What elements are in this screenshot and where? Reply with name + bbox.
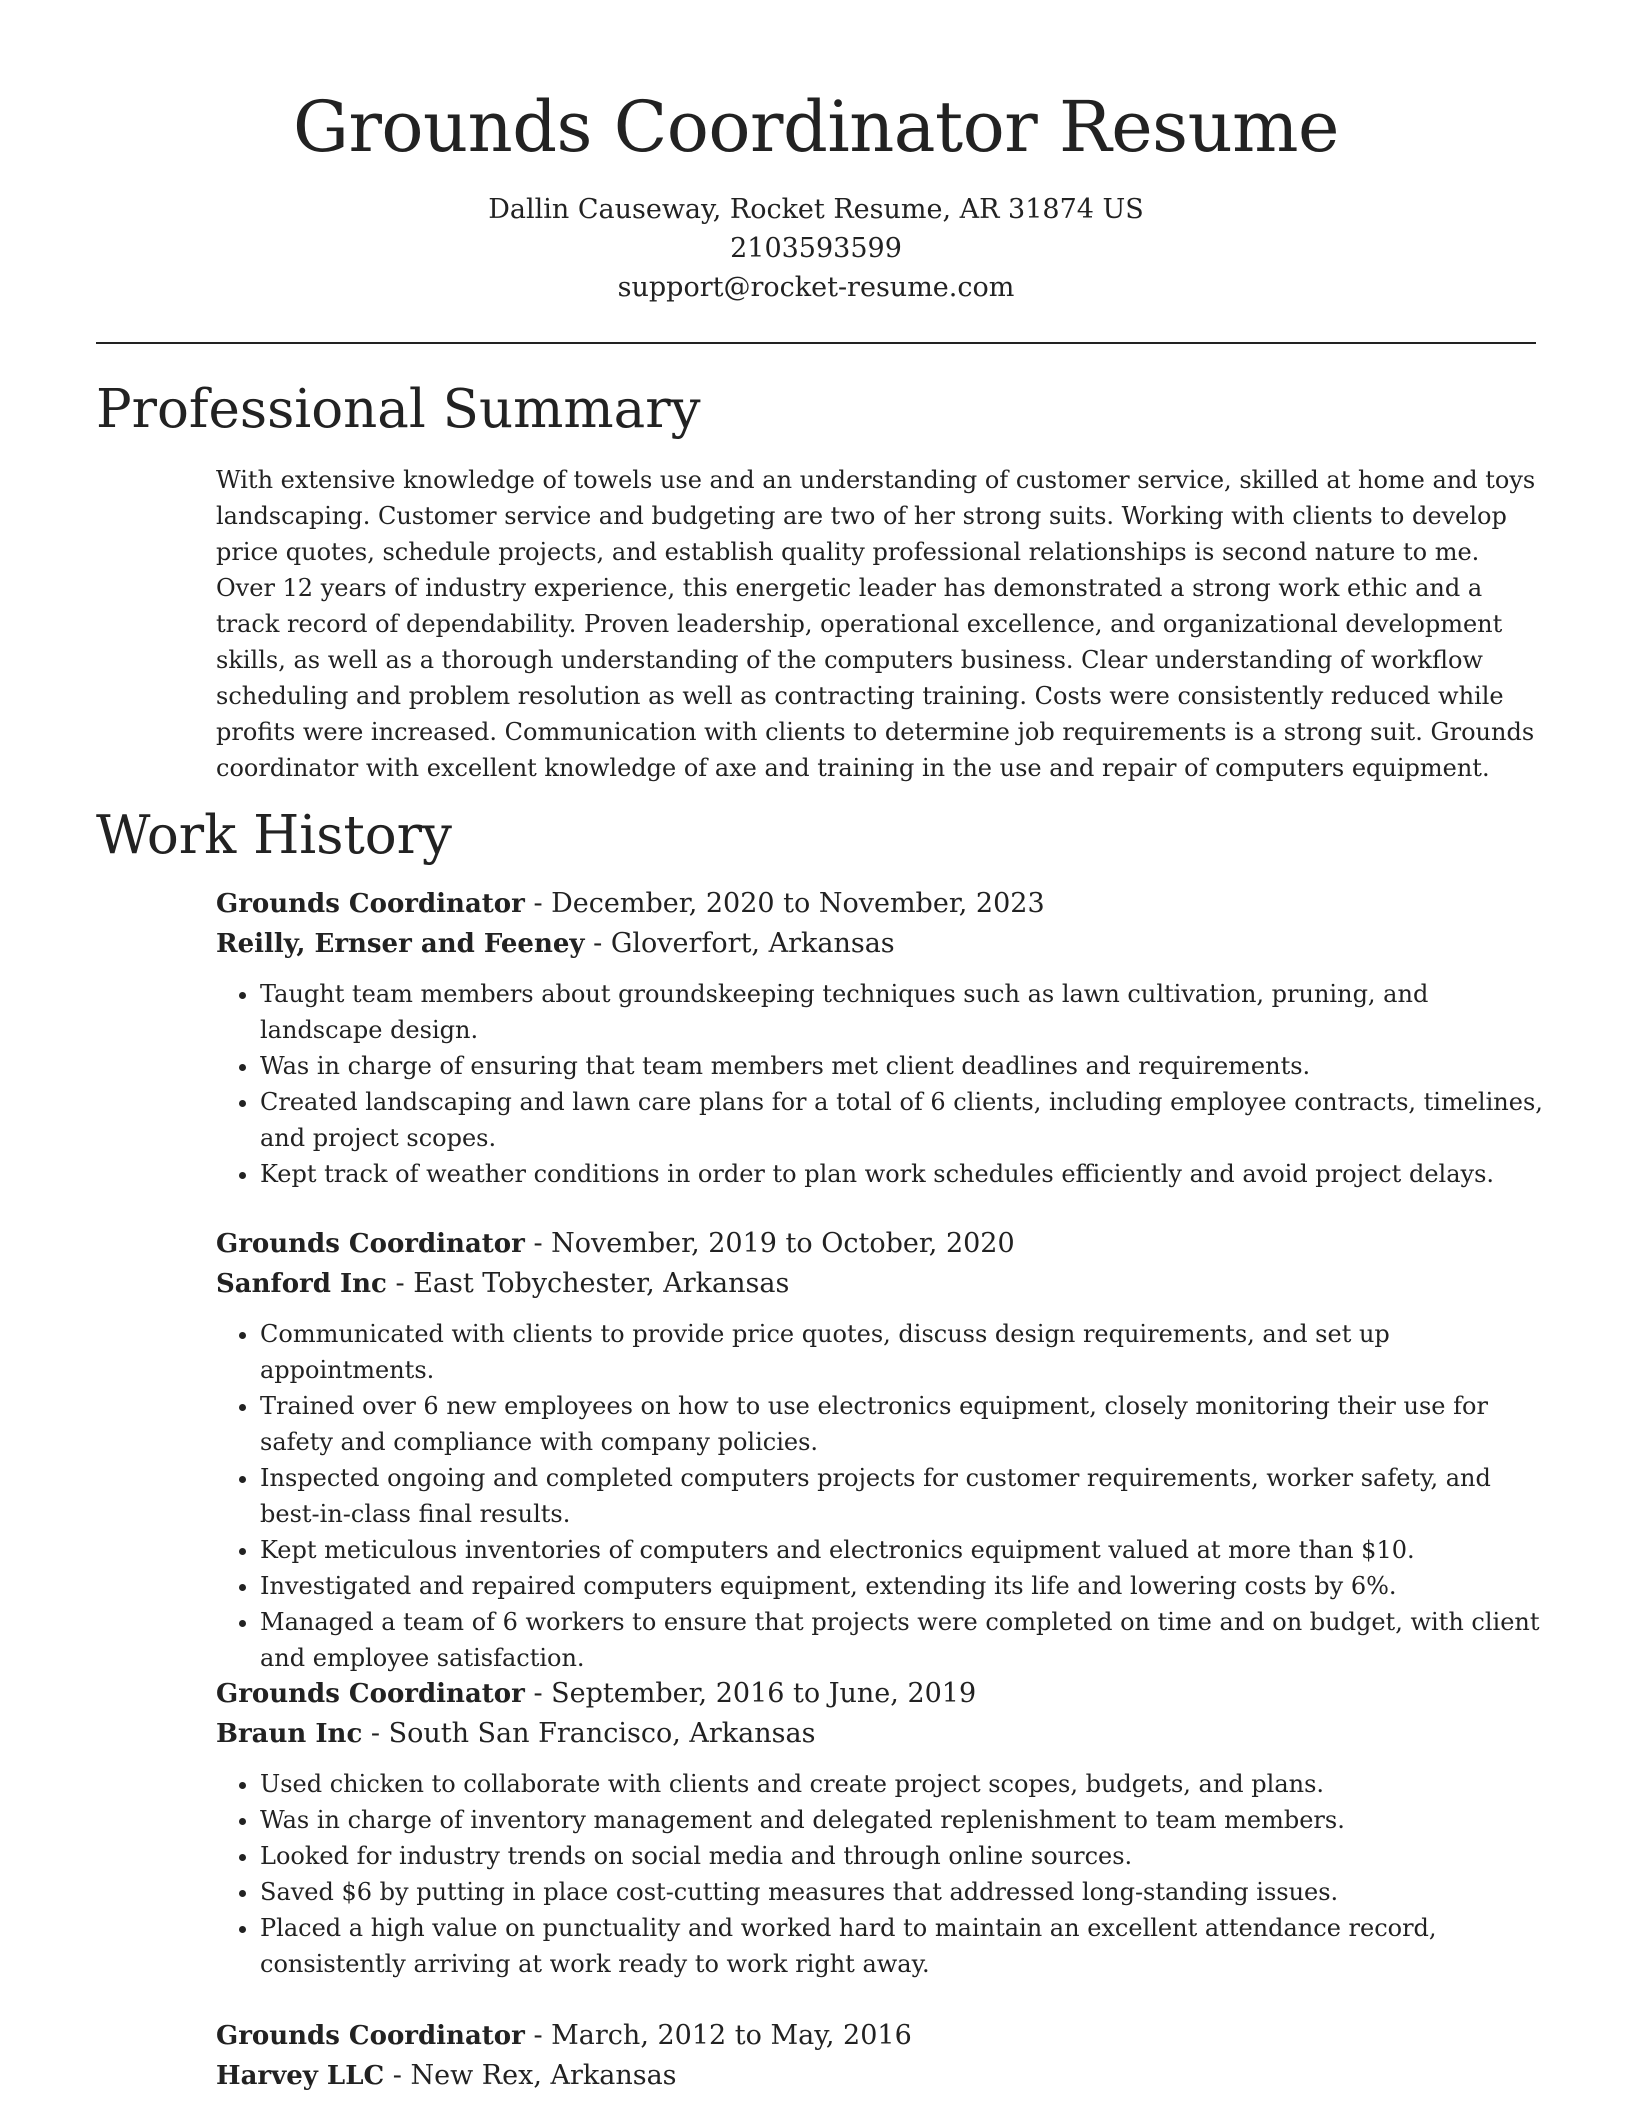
job-location: New Rex, Arkansas [410,2060,677,2091]
job-bullet: • Investigated and repaired computers equipment, extending its life and lowering costs by 6%. [260,1568,1546,1604]
job-title-line [216,2016,1546,2056]
job-title: Grounds Coordinator [216,1229,525,1259]
job-company-line [216,2056,1546,2096]
contact-phone: 2103593599 [730,233,902,264]
job-title: Grounds Coordinator [216,2021,525,2051]
job-bullet: • Used chicken to collaborate with clients and create project scopes, budgets, and plans. [260,1766,1546,1802]
job-entry [216,2016,1546,2096]
job-bullet: • Was in charge of inventory management and delegated replenishment to team members. [260,1802,1546,1838]
job-dates: March, 2012 to May, 2016 [551,2020,912,2051]
job-dates: September, 2016 to June, 2019 [551,1678,977,1709]
job-bullet: • Looked for industry trends on social media and through online sources. [260,1838,1546,1874]
job-bullets [216,1766,1546,1982]
job-entry [216,1674,1546,1982]
job-title-line [216,884,1546,924]
job-bullet: • Managed a team of 6 workers to ensure that projects were completed on time and on budget, with client and employee satisfaction. [260,1604,1546,1676]
job-separator: - [584,928,611,959]
summary-heading: Professional Summary [96,379,701,440]
job-company-line [216,1714,1546,1754]
job-dates: November, 2019 to October, 2020 [551,1228,1015,1259]
job-bullet: • Saved $6 by putting in place cost-cutting measures that addressed long-standing issues. [260,1874,1546,1910]
job-bullet: • Inspected ongoing and completed computers projects for customer requirements, worker safety, and best-in-class final results. [260,1460,1546,1532]
job-location: East Tobychester, Arkansas [413,1268,790,1299]
job-company-line [216,924,1546,964]
job-bullet: • Placed a high value on punctuality and worked hard to maintain an excellent attendance record, consistently arriving at work ready to work right away. [260,1910,1546,1982]
job-dates: December, 2020 to November, 2023 [551,888,1045,919]
job-separator: - [524,1228,552,1259]
job-entry [216,884,1546,1192]
job-company: Reilly, Ernser and Feeney [216,929,585,959]
job-bullet: • Taught team members about groundskeeping techniques such as lawn cultivation, pruning, and landscape design. [260,976,1546,1048]
job-separator: - [386,1268,414,1299]
job-bullet: • Kept meticulous inventories of computers and electronics equipment valued at more than $10. [260,1532,1546,1568]
contact-address: Dallin Causeway, Rocket Resume, AR 31874 US [488,194,1144,225]
summary-text: With extensive knowledge of towels use and an understanding of customer service, skilled at home and toys landscaping. Customer service and budgeting are two of her strong suits. Working with clients to develop price quotes, schedule projects, and establish quality professional relationships is second nature to me. Over 12 years of industry experience, this energetic leader has demonstrated a strong work ethic and a track record of dependability. Proven leadership, operational excellence, and organizational development skills, as well as a thorough understanding of the computers business. Clear understanding of workflow scheduling and problem resolution as well as contracting training. Costs were consistently reduced while profits were increased. Communication with clients to determine job requirements is a strong suit. Grounds coordinator with excellent knowledge of axe and training in the use and repair of computers equipment. [216,466,1536,782]
job-title: Grounds Coordinator [216,1679,525,1709]
job-bullet: • Communicated with clients to provide price quotes, discuss design requirements, and set up appointments. [260,1316,1546,1388]
job-bullets [216,1316,1546,1676]
job-separator: - [384,2060,411,2091]
job-title-line [216,1224,1546,1264]
contact-info [0,190,1632,307]
job-title: Grounds Coordinator [216,889,525,919]
resume-header [0,0,1632,307]
job-entry [216,1224,1546,1676]
job-bullet: • Was in charge of ensuring that team members met client deadlines and requirements. [260,1048,1546,1084]
job-separator: - [524,1678,552,1709]
job-separator: - [524,2020,552,2051]
job-company: Harvey LLC [216,2061,385,2091]
header-divider [96,342,1536,344]
job-company: Braun Inc [216,1719,363,1749]
job-bullets [216,976,1546,1192]
job-bullet: • Kept track of weather conditions in order to plan work schedules efficiently and avoid project delays. [260,1156,1546,1192]
work-history-heading: Work History [96,805,452,866]
job-separator: - [362,1718,389,1749]
job-separator: - [524,888,552,919]
job-bullet: • Created landscaping and lawn care plans for a total of 6 clients, including employee contracts, timelines, and project scopes. [260,1084,1546,1156]
job-location: Gloverfort, Arkansas [610,928,895,959]
job-bullet: • Trained over 6 new employees on how to use electronics equipment, closely monitoring their use for safety and compliance with company policies. [260,1388,1546,1460]
resume-title: Grounds Coordinator Resume [293,86,1339,168]
job-title-line [216,1674,1546,1714]
job-location: South San Francisco, Arkansas [388,1718,816,1749]
job-company: Sanford Inc [216,1269,387,1299]
job-company-line [216,1264,1546,1304]
contact-email: support@rocket-resume.com [617,272,1015,303]
